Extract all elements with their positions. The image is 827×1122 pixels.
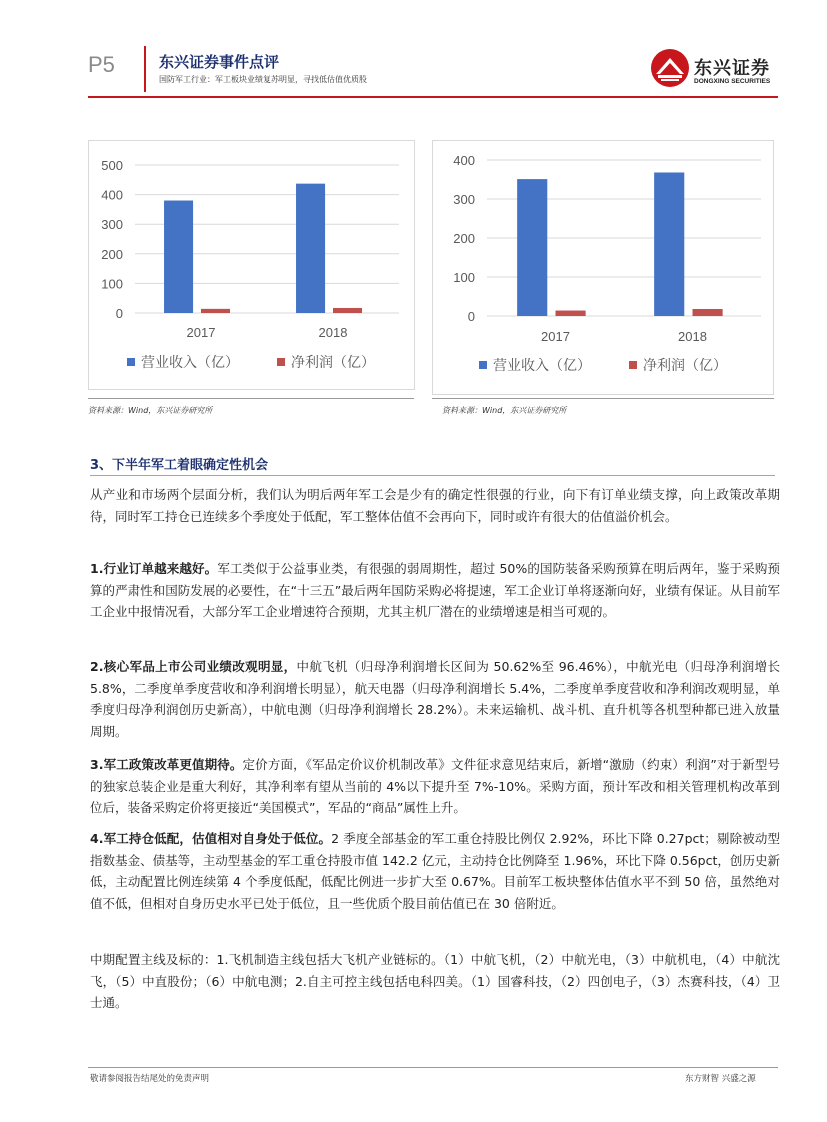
logo-text-cn: 东兴证券 — [694, 58, 770, 79]
footer-slogan: 东方财智 兴盛之源 — [685, 1074, 756, 1084]
report-subtitle: 国防军工行业：军工板块业绩复苏明显，寻找低估值优质股 — [159, 75, 367, 84]
bar-net-profit — [333, 308, 362, 313]
bar-net-profit — [693, 309, 723, 316]
allocation-paragraph: 中期配置主线及标的：1.飞机制造主线包括大飞机产业链标的。（1）中航飞机，（2）中航光电，（3）中航机电，（4）中航沈飞，（5）中直股份；（6）中航电测；2.自主可控主线包括电科四美。（1）国睿科技，（2）四创电子，（3）杰赛科技，（4）卫士通。 — [90, 952, 780, 1010]
y-tick-label: 300 — [453, 192, 475, 207]
point-1-body: 军工类似于公益事业类，有很强的弱周期性，超过 50%的国防装备采购预算在明后两年，鉴于采购预算的严肃性和国防发展的必要性，在“十三五”最后两年国防采购必将提速，军工企业订单将逐渐向好，业绩有保证。从目前军工企业中报情况看，大部分军工企业增速符合预期，尤其主机厂潜在的业绩增速是相当可观的。 — [90, 561, 780, 619]
legend-label-net-profit: 净利润（亿） — [291, 355, 375, 371]
point-4-heading: 4.军工持仓低配，估值相对自身处于低位。 — [90, 831, 332, 846]
y-tick-label: 200 — [101, 246, 123, 262]
source-note-left: 资料来源：Wind，东兴证券研究所 — [88, 406, 213, 415]
point-1-paragraph — [90, 558, 780, 623]
x-tick-label: 2018 — [678, 329, 707, 344]
company-logo — [650, 48, 778, 90]
legend-label-net-profit: 净利润（亿） — [643, 358, 727, 374]
point-3-body: 定价方面，《军品定价议价机制改革》文件征求意见结束后，新增“激励（约束）利润”对于新型号的独家总装企业是重大利好，其净利率有望从当前的 4%以下提升至 7%-10%。采购方面，预计军改和相关管理机构改革到位后，装备采购定价将更接近“美国模式”，军品的“商品”属性上升。 — [90, 757, 780, 815]
page-number: P5 — [88, 52, 115, 77]
legend-swatch-revenue — [127, 358, 135, 366]
bar-revenue — [654, 172, 684, 316]
bar-revenue — [164, 201, 193, 313]
legend-label-revenue: 营业收入（亿） — [493, 358, 591, 374]
point-3-heading: 3.军工政策改革更值期待。 — [90, 757, 243, 772]
section-rule — [90, 475, 775, 476]
header-divider — [144, 46, 146, 92]
y-tick-label: 100 — [453, 270, 475, 285]
y-tick-label: 400 — [101, 187, 123, 203]
y-tick-label: 0 — [467, 309, 475, 324]
footer-rule — [88, 1067, 778, 1068]
section-heading: 3、下半年军工着眼确定性机会 — [90, 458, 269, 473]
source-rule-right — [432, 398, 774, 399]
x-tick-label: 2018 — [318, 325, 348, 340]
source-note-right: 资料来源：Wind，东兴证券研究所 — [442, 406, 567, 415]
legend-swatch-net-profit — [277, 358, 285, 366]
y-tick-label: 300 — [101, 217, 123, 233]
legend-label-revenue: 营业收入（亿） — [141, 355, 239, 371]
x-tick-label: 2017 — [541, 329, 570, 344]
legend-swatch-revenue — [479, 361, 487, 369]
chart-left-svg — [89, 141, 414, 389]
legend-swatch-net-profit — [629, 361, 637, 369]
point-1-heading: 1.行业订单越来越好。 — [90, 561, 218, 576]
y-tick-label: 400 — [453, 153, 475, 168]
footer-disclaimer: 敬请参阅报告结尾处的免责声明 — [90, 1074, 210, 1084]
bar-revenue — [296, 184, 325, 313]
y-tick-label: 0 — [115, 306, 123, 321]
point-3-paragraph — [90, 754, 780, 819]
intro-paragraph: 从产业和市场两个层面分析，我们认为明后两年军工会是少有的确定性很强的行业，向下有订单业绩支撑，向上政策改革期待，同时军工持仓已连续多个季度处于低配，军工整体估值不会再向下，同时或许有很大的估值溢价机会。 — [90, 487, 780, 524]
bar-revenue — [517, 179, 547, 316]
bar-net-profit — [556, 311, 586, 316]
point-4-body: 2 季度全部基金的军工重仓持股比例仅 2.92%，环比下降 0.27pct；剔除被动型指数基金、债基等，主动型基金的军工重仓持股市值 142.2 亿元，主动持仓比例降至 1.96%，环比下降 0.56pct，创历史新低，主动配置比例连续第 4 个季度低配，低配比例进一步扩大至 0.67%。目前军工板块整体估值水平不到 50 倍，虽然绝对值不低，但相对自身历史水平已处于低位，且一些优质个股目前估值已在 30 倍附近。 — [90, 831, 781, 911]
logo-mark-icon — [650, 48, 690, 88]
x-tick-label: 2017 — [186, 325, 216, 340]
y-tick-label: 100 — [101, 276, 123, 292]
point-2-body: 中航飞机（归母净利润增长区间为 50.62%至 96.46%），中航光电（归母净利润增长 5.8%，二季度单季度营收和净利润增长明显），航天电器（归母净利润增长 5.4%，二季度单季度营收和净利润改观明显，单季度归母净利润创历史新高），中航电测（归母净利润增长 28.2%）。未来运输机、战斗机、直升机等各机型种都已进入放量周期。 — [90, 659, 780, 739]
point-4-paragraph — [90, 828, 780, 914]
chart-left — [88, 140, 415, 390]
bar-net-profit — [201, 309, 230, 313]
header-rule — [88, 96, 778, 98]
chart-right-svg — [433, 141, 773, 394]
source-rule-left — [88, 398, 414, 399]
chart-right — [432, 140, 774, 395]
point-2-paragraph — [90, 656, 780, 742]
logo-text-en: DONGXING SECURITIES — [694, 78, 771, 85]
report-title: 东兴证券事件点评 — [159, 53, 280, 71]
y-tick-label: 500 — [101, 158, 123, 173]
point-2-heading: 2.核心军品上市公司业绩改观明显， — [90, 659, 297, 674]
y-tick-label: 200 — [453, 231, 475, 246]
